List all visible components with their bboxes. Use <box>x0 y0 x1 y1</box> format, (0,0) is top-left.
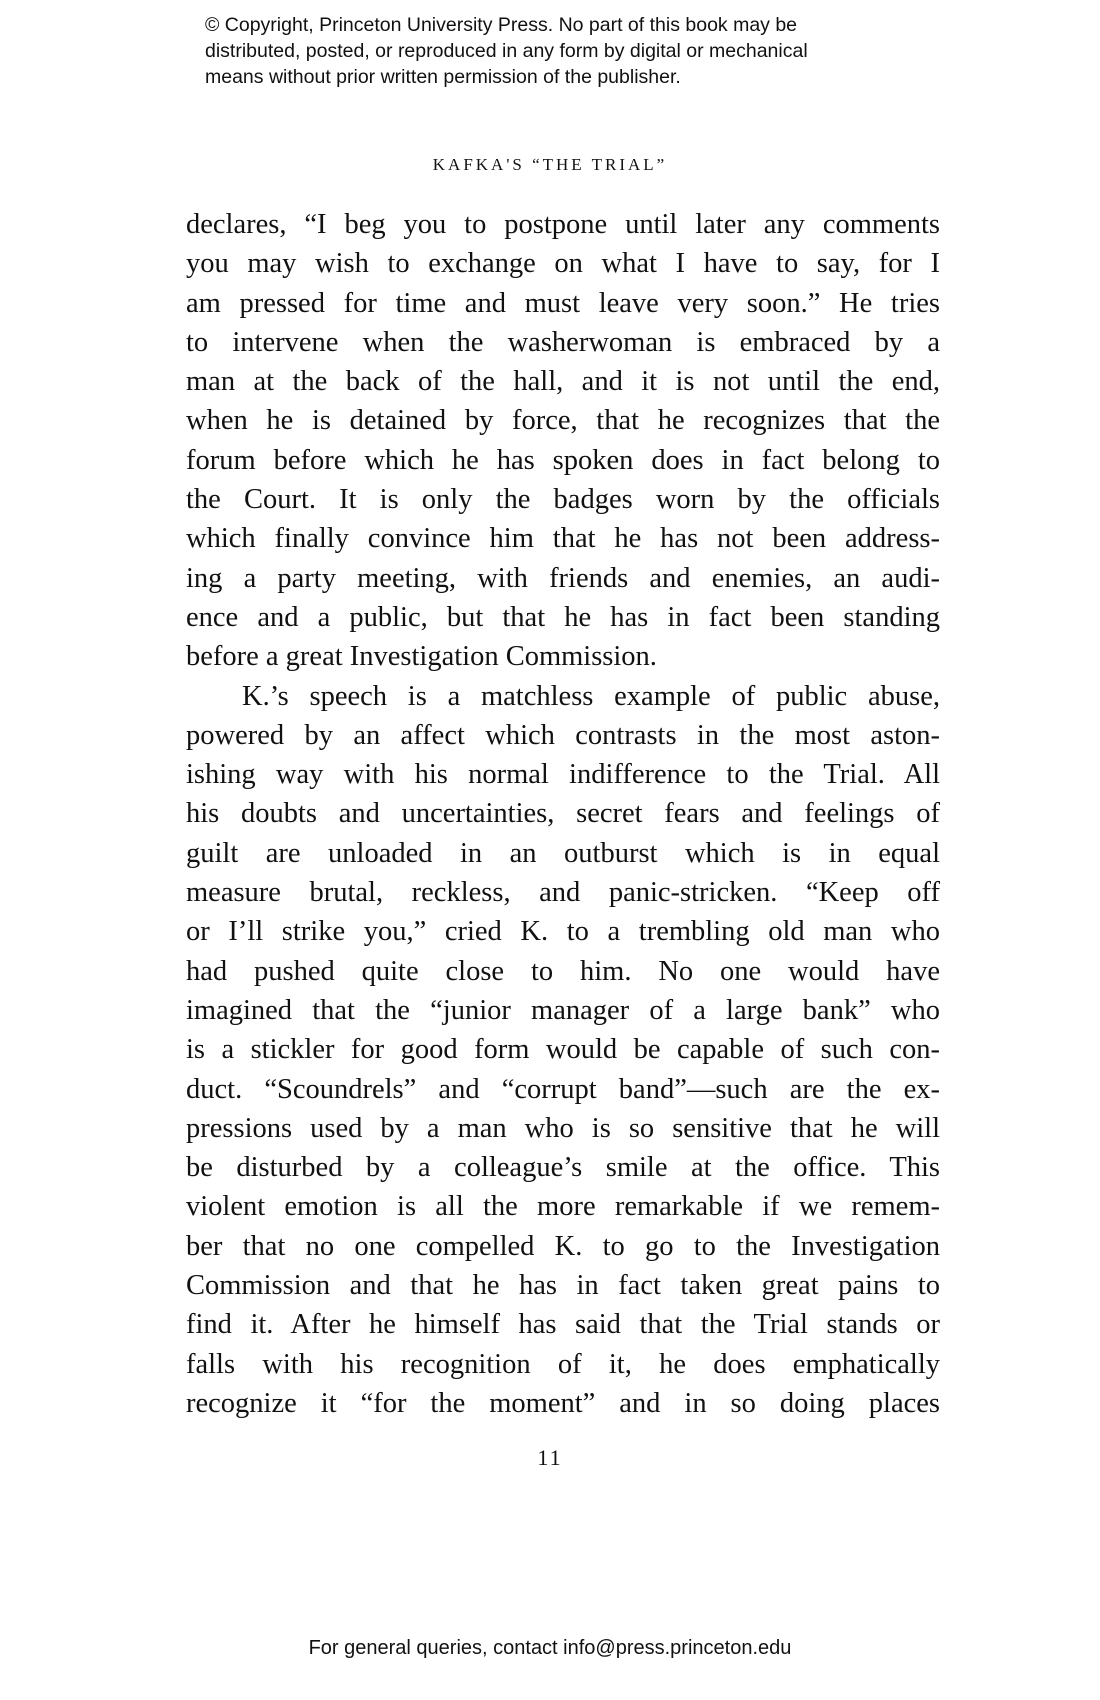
copyright-line: distributed, posted, or reproduced in any form by digital or mechanical <box>205 40 808 62</box>
text-line: imagined that the “junior manager of a large bank” who <box>186 994 940 1026</box>
page-number: 11 <box>537 1445 563 1470</box>
text-line: ishing way with his normal indifference to the Trial. All <box>186 759 940 791</box>
text-line: measure brutal, reckless, and panic-stricken. “Keep off <box>186 877 940 909</box>
text-line: or I’ll strike you,” cried K. to a trembling old man who <box>186 916 940 948</box>
text-line: the Court. It is only the badges worn by the officials <box>186 484 940 516</box>
copyright-line: means without prior written permission of the publisher. <box>205 66 681 88</box>
text-line: his doubts and uncertainties, secret fears and feelings of <box>186 798 940 830</box>
text-line: Commission and that he has in fact taken great pains to <box>186 1270 940 1302</box>
running-head: KAFKA'S “THE TRIAL” <box>432 155 668 174</box>
text-line: find it. After he himself has said that the Trial stands or <box>186 1309 940 1341</box>
text-line: am pressed for time and must leave very soon.” He tries <box>186 287 940 319</box>
text-line: you may wish to exchange on what I have to say, for I <box>186 248 940 280</box>
text-line: recognize it “for the moment” and in so doing places <box>186 1387 940 1419</box>
text-line: to intervene when the washerwoman is embraced by a <box>186 326 940 358</box>
text-line: K.’s speech is a matchless example of public abuse, <box>242 680 940 712</box>
text-line: duct. “Scoundrels” and “corrupt band”—such are the ex- <box>186 1073 940 1105</box>
text-line: had pushed quite close to him. No one would have <box>186 955 940 987</box>
text-line: when he is detained by force, that he recognizes that the <box>186 405 940 437</box>
text-line: is a stickler for good form would be capable of such con- <box>186 1034 940 1066</box>
text-line: guilt are unloaded in an outburst which is in equal <box>186 837 940 869</box>
text-line: forum before which he has spoken does in fact belong to <box>186 444 940 476</box>
text-line: pressions used by a man who is so sensitive that he will <box>186 1112 940 1144</box>
text-line: ing a party meeting, with friends and enemies, an audi- <box>186 562 940 594</box>
text-line: be disturbed by a colleague’s smile at the office. This <box>186 1152 940 1184</box>
text-line: powered by an affect which contrasts in the most aston- <box>186 719 940 751</box>
text-line: violent emotion is all the more remarkable if we remem- <box>186 1191 940 1223</box>
copyright-notice <box>205 12 905 90</box>
text-line: before a great Investigation Commission. <box>186 641 657 673</box>
text-line: which finally convince him that he has not been address- <box>186 523 940 555</box>
text-line: man at the back of the hall, and it is not until the end, <box>186 366 940 398</box>
footer-contact: For general queries, contact info@press.princeton.edu <box>308 1637 792 1659</box>
text-line: ence and a public, but that he has in fact been standing <box>186 601 940 633</box>
text-line: ber that no one compelled K. to go to the Investigation <box>186 1230 940 1262</box>
copyright-line: © Copyright, Princeton University Press. No part of this book may be <box>205 14 798 36</box>
text-line: falls with his recognition of it, he does emphatically <box>186 1348 940 1380</box>
body-text <box>186 205 940 1423</box>
text-line: declares, “I beg you to postpone until later any comments <box>186 209 940 240</box>
